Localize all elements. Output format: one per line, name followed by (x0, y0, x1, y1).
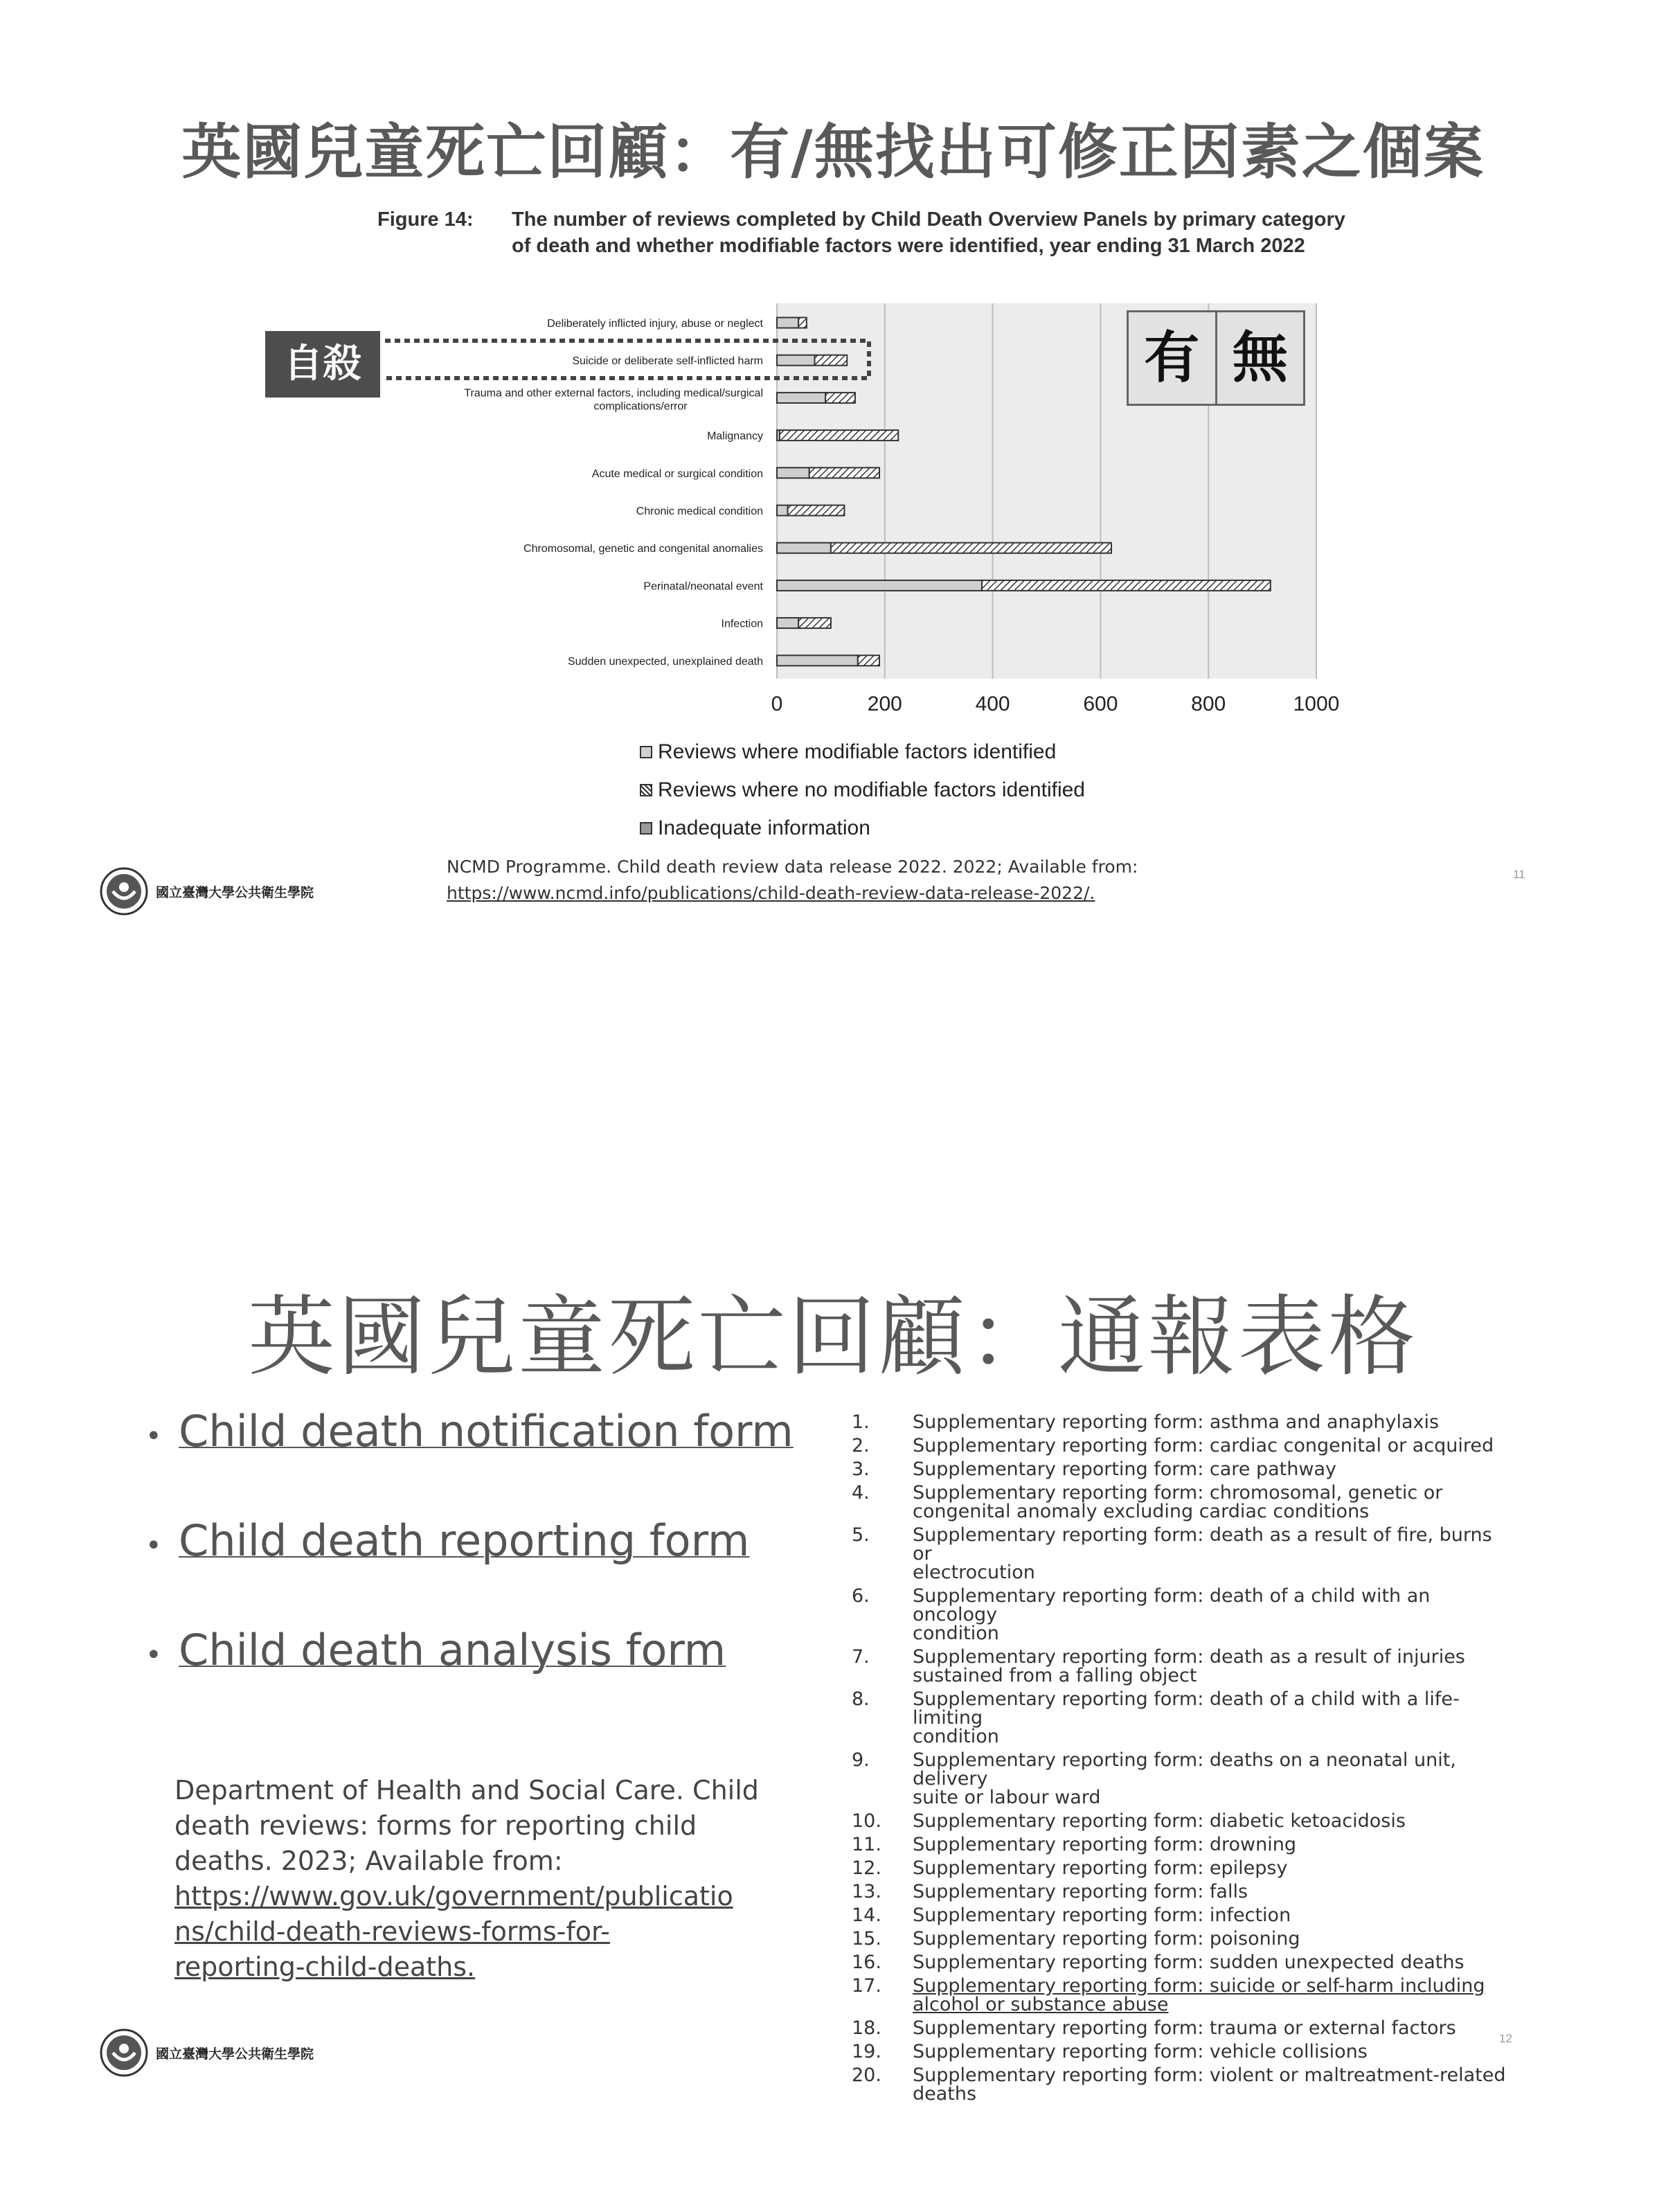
category-label: complications/error (593, 400, 688, 413)
legend-swatch-modifiable (640, 746, 652, 758)
item-number: 1. (852, 1411, 870, 1433)
legend-label: Inadequate information (658, 816, 870, 839)
item-number: 14. (852, 1905, 881, 1926)
institution-logo (99, 866, 314, 916)
ntu-emblem-icon (99, 866, 149, 916)
item-number: 7. (852, 1646, 870, 1668)
item-text (913, 1835, 1516, 1854)
item-number: 6. (852, 1585, 870, 1607)
bar-no-modifiable (858, 655, 879, 666)
reporting-form-link[interactable]: Child death reporting form (179, 1515, 750, 1566)
item-text (913, 1977, 1516, 2014)
legend-swatch-inadequate (640, 822, 652, 835)
item-text-line: electrocution (913, 1562, 1035, 1583)
x-tick-labels (771, 693, 1340, 715)
item-text-line: Supplementary reporting form: death as a result of injuries (913, 1646, 1465, 1668)
citation-line: death reviews: forms for reporting child (174, 1810, 697, 1841)
item-number: 13. (852, 1881, 881, 1902)
bar-modifiable (777, 355, 815, 366)
item-number: 4. (852, 1482, 870, 1504)
bar-no-modifiable (780, 430, 898, 440)
item-text (913, 1690, 1516, 1746)
legend-item-inadequate (640, 809, 1085, 847)
suicide-tag: 自殺 (265, 331, 380, 398)
supplementary-form-item (852, 1882, 1516, 1901)
category-label: Malignancy (707, 430, 763, 443)
bar-no-modifiable (798, 318, 807, 328)
item-text (913, 1953, 1516, 1972)
category-label: Perinatal/neonatal event (643, 580, 763, 593)
item-number: 11. (852, 1834, 881, 1855)
supplementary-form-item (852, 1587, 1516, 1643)
supplementary-form-item (852, 1436, 1516, 1455)
supplementary-form-item (852, 1835, 1516, 1854)
item-text (913, 1929, 1516, 1948)
analysis-form-link[interactable]: Child death analysis form (179, 1625, 726, 1675)
item-text (913, 1460, 1516, 1479)
supplementary-form-item (852, 2066, 1516, 2103)
bar-modifiable (777, 393, 825, 403)
item-text (913, 2066, 1516, 2103)
supplementary-form-item (852, 1929, 1516, 1948)
supplementary-form-item (852, 1483, 1516, 1521)
supplementary-form-item (852, 1648, 1516, 1685)
x-tick-label: 600 (1083, 693, 1118, 715)
supplementary-form-item (852, 1751, 1516, 1807)
x-tick-label: 400 (975, 693, 1010, 715)
item-number: 8. (852, 1688, 870, 1710)
yes-no-tag (1127, 310, 1305, 406)
legend-label: Reviews where modifiable factors identified (658, 740, 1057, 763)
item-text-line: sustained from a falling object (913, 1665, 1197, 1686)
item-text (913, 1906, 1516, 1925)
item-number: 15. (852, 1928, 881, 1950)
item-number: 2. (852, 1435, 870, 1456)
item-text-line: Supplementary reporting form: poisoning (913, 1928, 1300, 1950)
legend-label: Reviews where no modifiable factors identified (658, 778, 1085, 801)
citation-link[interactable]: https://www.gov.uk/government/publicatio (174, 1881, 733, 1911)
supplementary-form-item (852, 1460, 1516, 1479)
item-number: 20. (852, 2064, 881, 2086)
x-tick-label: 0 (771, 693, 783, 715)
no-tag: 無 (1215, 312, 1304, 404)
item-text-line: Supplementary reporting form: diabetic ketoacidosis (913, 1810, 1406, 1832)
page-number: 11 (1513, 868, 1525, 881)
list-item: • Child death notification form (145, 1406, 794, 1515)
bar-modifiable (777, 543, 831, 553)
bar-modifiable (777, 467, 809, 478)
institution-logo (99, 2028, 314, 2078)
category-label: Suicide or deliberate self-inflicted harm (572, 355, 763, 368)
bar-no-modifiable (825, 393, 855, 403)
bar-chart (0, 0, 1666, 1080)
item-text-line: deaths (913, 2083, 977, 2105)
category-label: Infection (721, 618, 763, 630)
item-text (913, 1436, 1516, 1455)
item-text (913, 1751, 1516, 1807)
item-number: 9. (852, 1749, 870, 1771)
item-number: 12. (852, 1857, 881, 1879)
item-text (913, 1882, 1516, 1901)
citation-line: deaths. 2023; Available from: (174, 1846, 563, 1876)
citation-link[interactable]: ns/child-death-reviews-forms-for- (174, 1916, 610, 1947)
x-tick-label: 1000 (1293, 693, 1340, 715)
item-text-line: Supplementary reporting form: death of a child with a life-limiting (913, 1688, 1460, 1729)
bar-no-modifiable (831, 543, 1111, 553)
item-number: 5. (852, 1524, 870, 1546)
citation-link[interactable]: https://www.ncmd.info/publications/child-death-review-data-release-2022/. (447, 883, 1095, 903)
category-label: Acute medical or surgical condition (591, 467, 763, 480)
category-label: Chromosomal, genetic and congenital anomalies (523, 543, 763, 555)
supplementary-form-item (852, 2019, 1516, 2037)
bar-modifiable (777, 506, 788, 516)
supplementary-form-list (852, 1413, 1516, 2108)
supplementary-form-item (852, 1413, 1516, 1431)
item-text-line: Supplementary reporting form: care pathway (913, 1459, 1336, 1480)
citation-link[interactable]: reporting-child-deaths. (174, 1952, 476, 1982)
legend-item-modifiable (640, 733, 1085, 771)
bar-no-modifiable (809, 467, 879, 478)
item-text-line: Supplementary reporting form: suicide or self-harm including (913, 1975, 1485, 1997)
bar-modifiable (777, 655, 858, 666)
item-text-line: Supplementary reporting form: epilepsy (913, 1857, 1288, 1879)
legend-swatch-no-modifiable (640, 784, 652, 796)
citation-text: NCMD Programme. Child death review data release 2022. 2022; Available from: (447, 857, 1138, 877)
item-text-line: Supplementary reporting form: sudden unexpected deaths (913, 1952, 1465, 1973)
item-text (913, 2019, 1516, 2037)
item-text (913, 1859, 1516, 1877)
list-item: • Child death analysis form (145, 1625, 794, 1734)
supplementary-form-item (852, 1812, 1516, 1830)
item-text-line: Supplementary reporting form: deaths on a neonatal unit, delivery (913, 1749, 1456, 1790)
bar-no-modifiable (798, 618, 831, 628)
item-text-line: Supplementary reporting form: death of a child with an oncology (913, 1585, 1431, 1625)
institution-name: 國立臺灣大學公共衛生學院 (156, 884, 314, 900)
item-number: 10. (852, 1810, 881, 1832)
citation-line: Department of Health and Social Care. Child (174, 1775, 759, 1805)
supplementary-form-item (852, 1906, 1516, 1925)
item-text-line: condition (913, 1726, 999, 1747)
slide-11 (0, 0, 1666, 1080)
item-text-line: Supplementary reporting form: cardiac congenital or acquired (913, 1435, 1494, 1456)
legend-item-no-modifiable (640, 771, 1085, 809)
institution-name: 國立臺灣大學公共衛生學院 (156, 2046, 314, 2062)
item-number: 19. (852, 2041, 881, 2062)
bar-modifiable (777, 618, 798, 628)
category-label: Trauma and other external factors, including medical/surgical (464, 387, 763, 400)
item-text (913, 1526, 1516, 1582)
item-text (913, 1483, 1516, 1521)
category-label: Deliberately inflicted injury, abuse or neglect (547, 318, 763, 330)
item-text-line: Supplementary reporting form: violent or maltreatment-related (913, 2064, 1506, 2086)
bar-modifiable (777, 580, 982, 591)
ntu-emblem-icon (99, 2028, 149, 2078)
bar-no-modifiable (815, 355, 848, 366)
item-text-line: Supplementary reporting form: falls (913, 1881, 1248, 1902)
supplementary-form-item (852, 1690, 1516, 1746)
slide-title: 英國兒童死亡回顧：有/無找出可修正因素之個案 (181, 118, 1485, 187)
x-tick-label: 200 (867, 693, 902, 715)
item-text (913, 1648, 1516, 1685)
supplementary-form-item (852, 1953, 1516, 1972)
item-text (913, 1413, 1516, 1431)
supplementary-form-item (852, 1859, 1516, 1877)
item-text-line: Supplementary reporting form: chromosomal, genetic or (913, 1482, 1443, 1504)
item-text-line: suite or labour ward (913, 1787, 1101, 1808)
figure-caption-text: The number of reviews completed by Child Death Overview Panels by primary category of death and whether modifiable factors were identified, year ending 31 March 2022 (512, 208, 1345, 257)
item-text-line: alcohol or substance abuse (913, 1994, 1169, 2015)
item-text-line: Supplementary reporting form: vehicle collisions (913, 2041, 1368, 2062)
x-tick-label: 800 (1191, 693, 1226, 715)
category-labels (464, 318, 763, 668)
notification-form-link[interactable]: Child death notification form (179, 1406, 794, 1456)
bar-modifiable (777, 318, 798, 328)
slide-12 (0, 1080, 1666, 2212)
supplementary-form-item[interactable] (852, 1977, 1516, 2014)
item-number: 18. (852, 2017, 881, 2039)
item-text (913, 1812, 1516, 1830)
item-text-line: Supplementary reporting form: drowning (913, 1834, 1297, 1855)
bar-no-modifiable (788, 506, 845, 516)
item-text-line: congenital anomaly excluding cardiac conditions (913, 1501, 1370, 1522)
supplementary-form-item (852, 2042, 1516, 2061)
item-text-line: Supplementary reporting form: asthma and anaphylaxis (913, 1411, 1440, 1433)
category-label: Sudden unexpected, unexplained death (567, 655, 763, 668)
item-text-line: Supplementary reporting form: trauma or external factors (913, 2017, 1456, 2039)
list-item: • Child death reporting form (145, 1515, 794, 1625)
bar-no-modifiable (982, 580, 1271, 591)
item-text-line: Supplementary reporting form: death as a result of fire, burns or (913, 1524, 1492, 1564)
category-label: Chronic medical condition (636, 506, 763, 517)
item-text-line: condition (913, 1623, 999, 1644)
page-number: 12 (1499, 2032, 1512, 2045)
item-number: 3. (852, 1459, 870, 1480)
yes-tag: 有 (1144, 325, 1200, 390)
item-text-line: Supplementary reporting form: infection (913, 1905, 1291, 1926)
item-number: 17. (852, 1975, 881, 1997)
form-link-list (145, 1406, 794, 1734)
item-text (913, 1587, 1516, 1643)
item-text (913, 2042, 1516, 2061)
citation (447, 854, 1138, 907)
item-number: 16. (852, 1952, 881, 1973)
supplementary-form-item (852, 1526, 1516, 1582)
chart-legend (640, 733, 1085, 847)
figure-label: Figure 14: (377, 208, 474, 231)
slide-title: 英國兒童死亡回顧：通報表格 (248, 1286, 1418, 1388)
citation (174, 1773, 759, 1985)
